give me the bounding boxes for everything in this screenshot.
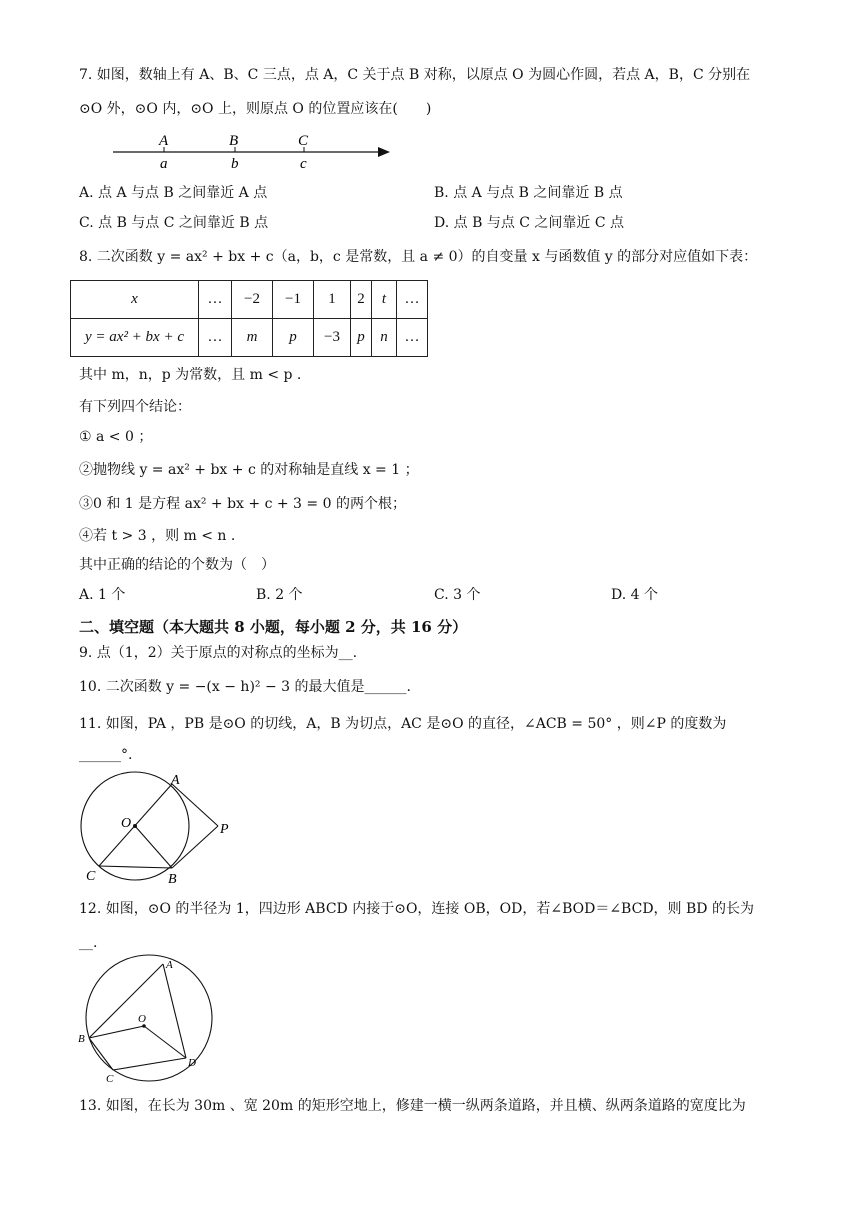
q12-line1: 12. 如图，⊙O 的半径为 1，四边形 ABCD 内接于⊙O，连接 OB，OD，若∠BOD＝∠BCD，则 BD 的长为 <box>79 901 754 917</box>
q8-conclusions-intro: 有下列四个结论： <box>79 399 191 415</box>
table-cell: −1 <box>273 281 314 319</box>
q7-option-d: D. 点 B 与点 C 之间靠近 C 点 <box>434 215 625 231</box>
table-cell: m <box>232 319 273 357</box>
table-cell: p <box>273 319 314 357</box>
label-O: O <box>138 1013 146 1025</box>
q8-conclusion-2: ②抛物线 y = ax² + bx + c 的对称轴是直线 x = 1 ； <box>79 462 419 478</box>
label-O: O <box>121 816 132 831</box>
label-B: B <box>168 872 177 887</box>
table-cell: … <box>199 319 232 357</box>
table-cell: 2 <box>351 281 372 319</box>
table-cell: … <box>397 319 428 357</box>
q8-option-c: C. 3 个 <box>434 587 481 603</box>
q8-question: 其中正确的结论的个数为（ ） <box>79 557 275 573</box>
q11-line2: ______°. <box>79 747 133 763</box>
label-P: P <box>220 822 229 837</box>
q8-note: 其中 m，n，p 为常数，且 m < p . <box>79 367 302 383</box>
table-cell: p <box>351 319 372 357</box>
q7-option-a: A. 点 A 与点 B 之间靠近 A 点 <box>79 185 268 201</box>
inscribed-quadrilateral-figure <box>74 952 224 1086</box>
value-table <box>70 280 428 357</box>
q8-conclusion-4: ④若 t > 3 ，则 m < n . <box>79 528 236 544</box>
q10-text: 10. 二次函数 y = −(x − h)² − 3 的最大值是______. <box>79 679 411 695</box>
label-D: D <box>188 1057 196 1069</box>
value-a-label: a <box>160 156 168 172</box>
section-title: 二、填空题（本大题共 8 小题，每小题 2 分，共 16 分） <box>79 618 468 636</box>
q12-line2: __. <box>79 935 98 951</box>
q8-option-d: D. 4 个 <box>611 587 658 603</box>
table-row <box>71 319 428 357</box>
label-C: C <box>86 869 96 884</box>
table-row <box>71 281 428 319</box>
q7-option-b: B. 点 A 与点 B 之间靠近 B 点 <box>434 185 623 201</box>
table-cell: … <box>199 281 232 319</box>
q9-text: 9. 点（1，2）关于原点的对称点的坐标为__. <box>79 645 358 661</box>
table-cell: y = ax² + bx + c <box>71 319 199 357</box>
q8-option-b: B. 2 个 <box>256 587 303 603</box>
table-cell: −3 <box>314 319 351 357</box>
table-cell: n <box>372 319 397 357</box>
q8-intro: 8. 二次函数 y = ax² + bx + c（a，b，c 是常数，且 a ≠ 0）的自变量 x 与函数值 y 的部分对应值如下表： <box>79 249 758 265</box>
label-A: A <box>166 959 173 971</box>
q8-option-a: A. 1 个 <box>79 587 126 603</box>
q11-line1: 11. 如图，PA ，PB 是⊙O 的切线，A，B 为切点，AC 是⊙O 的直径，∠ACB = 50° ，则∠P 的度数为 <box>79 716 727 732</box>
q7-line2: ⊙O 外，⊙O 内，⊙O 上，则原点 O 的位置应该在( ) <box>79 101 432 117</box>
point-A-label: A <box>159 133 169 149</box>
number-line-figure <box>108 130 398 172</box>
table-cell: 1 <box>314 281 351 319</box>
label-B: B <box>78 1033 85 1045</box>
q13-text: 13. 如图，在长为 30m 、宽 20m 的矩形空地上，修建一横一纵两条道路，并且横、纵两条道路的宽度比为 <box>79 1098 746 1114</box>
q8-conclusion-3: ③0 和 1 是方程 ax² + bx + c + 3 = 0 的两个根； <box>79 496 406 512</box>
label-A: A <box>171 773 180 788</box>
q7-option-c: C. 点 B 与点 C 之间靠近 B 点 <box>79 215 269 231</box>
table-cell: … <box>397 281 428 319</box>
value-c-label: c <box>300 156 307 172</box>
value-b-label: b <box>231 156 239 172</box>
point-C-label: C <box>298 133 309 149</box>
table-cell: x <box>71 281 199 319</box>
label-C: C <box>106 1073 114 1085</box>
q7-line1: 7. 如图，数轴上有 A、B、C 三点，点 A，C 关于点 B 对称，以原点 O 为圆心作圆，若点 A，B，C 分别在 <box>79 67 751 83</box>
table-cell: −2 <box>232 281 273 319</box>
q8-conclusion-1: ① a < 0 ； <box>79 429 153 445</box>
table-cell: t <box>372 281 397 319</box>
tangent-circle-figure <box>78 770 248 888</box>
point-B-label: B <box>229 133 239 149</box>
